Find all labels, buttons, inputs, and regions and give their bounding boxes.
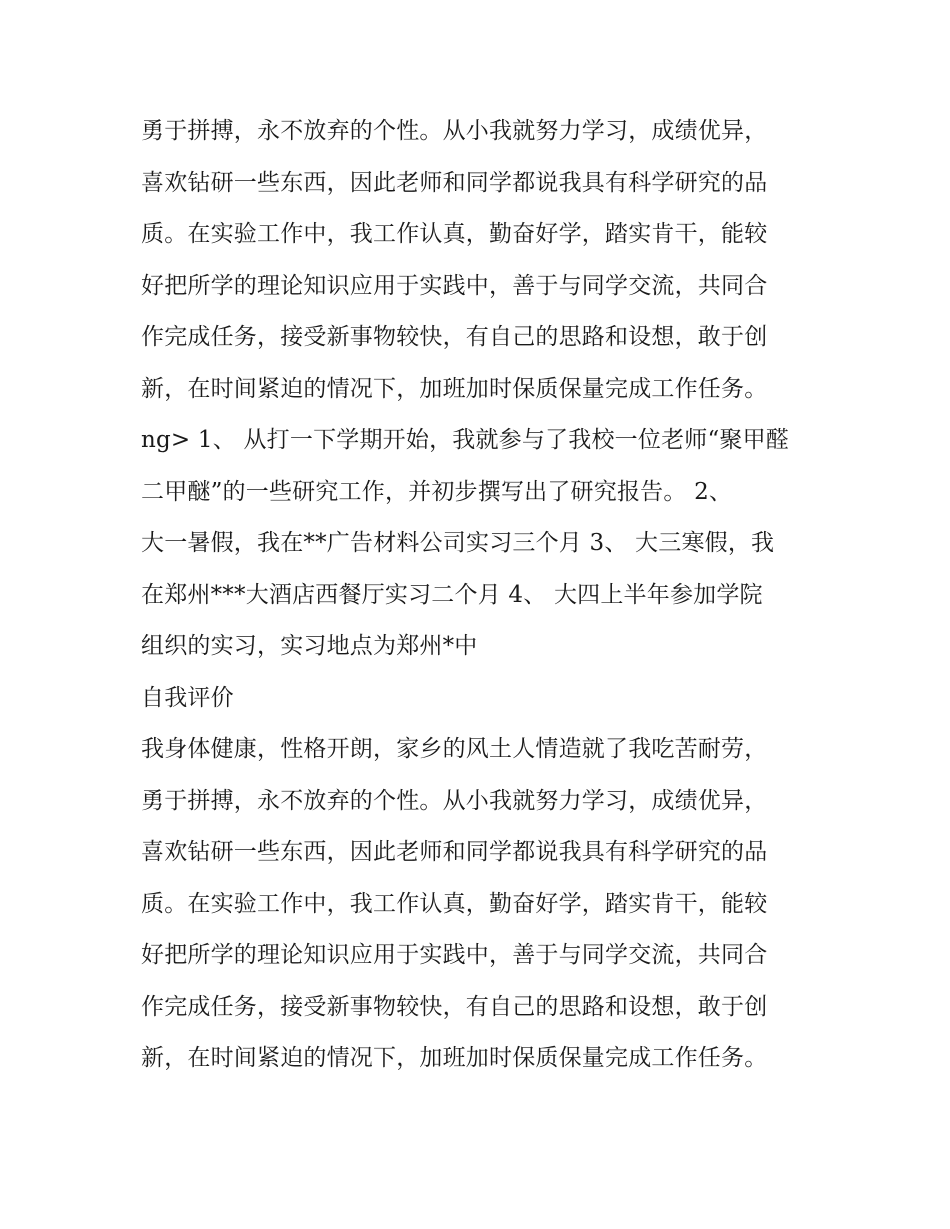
- document-body: [141, 106, 821, 1085]
- experience-line: 组织的实习，实习地点为郑州*中: [141, 633, 478, 659]
- paragraph-line: 勇于拼搏，永不放弃的个性。从小我就努力学习，成绩优异，: [141, 787, 768, 814]
- paragraph-line: 作完成任务，接受新事物较快，有自己的思路和设想，敢于创: [141, 324, 768, 350]
- paragraph-line: 好把所学的理论知识应用于实践中，善于与同学交流，共同合: [141, 942, 768, 968]
- experience-line: ng> 1、 从打一下学期开始，我就参与了我校一位老师“聚甲醛: [141, 427, 790, 453]
- experience-line: 二甲醚”的一些研究工作，并初步撰写出了研究报告。 2、: [141, 478, 733, 505]
- paragraph-line: 质。在实验工作中，我工作认真，勤奋好学，踏实肯干，能较: [141, 890, 768, 917]
- paragraph-line: 作完成任务，接受新事物较快，有自己的思路和设想，敢于创: [141, 993, 768, 1020]
- paragraph-line: 新，在时间紧迫的情况下，加班加时保质保量完成工作任务。: [141, 1045, 768, 1071]
- paragraph-line: 质。在实验工作中，我工作认真，勤奋好学，踏实肯干，能较: [141, 221, 768, 247]
- section-heading-self-evaluation: 自我评价: [141, 684, 234, 711]
- paragraph-line: 我身体健康，性格开朗，家乡的风土人情造就了我吃苦耐劳，: [141, 736, 768, 762]
- paragraph-line: 勇于拼搏，永不放弃的个性。从小我就努力学习，成绩优异，: [141, 118, 768, 144]
- experience-line: 大一暑假，我在**广告材料公司实习三个月 3、 大三寒假，我: [141, 530, 775, 556]
- paragraph-line: 好把所学的理论知识应用于实践中，善于与同学交流，共同合: [141, 272, 768, 299]
- paragraph-line: 喜欢钻研一些东西，因此老师和同学都说我具有科学研究的品: [141, 169, 768, 196]
- experience-line: 在郑州***大酒店西餐厅实习二个月 4、 大四上半年参加学院: [141, 581, 763, 608]
- paragraph-line: 喜欢钻研一些东西，因此老师和同学都说我具有科学研究的品: [141, 839, 768, 865]
- paragraph-line: 新，在时间紧迫的情况下，加班加时保质保量完成工作任务。: [141, 375, 768, 402]
